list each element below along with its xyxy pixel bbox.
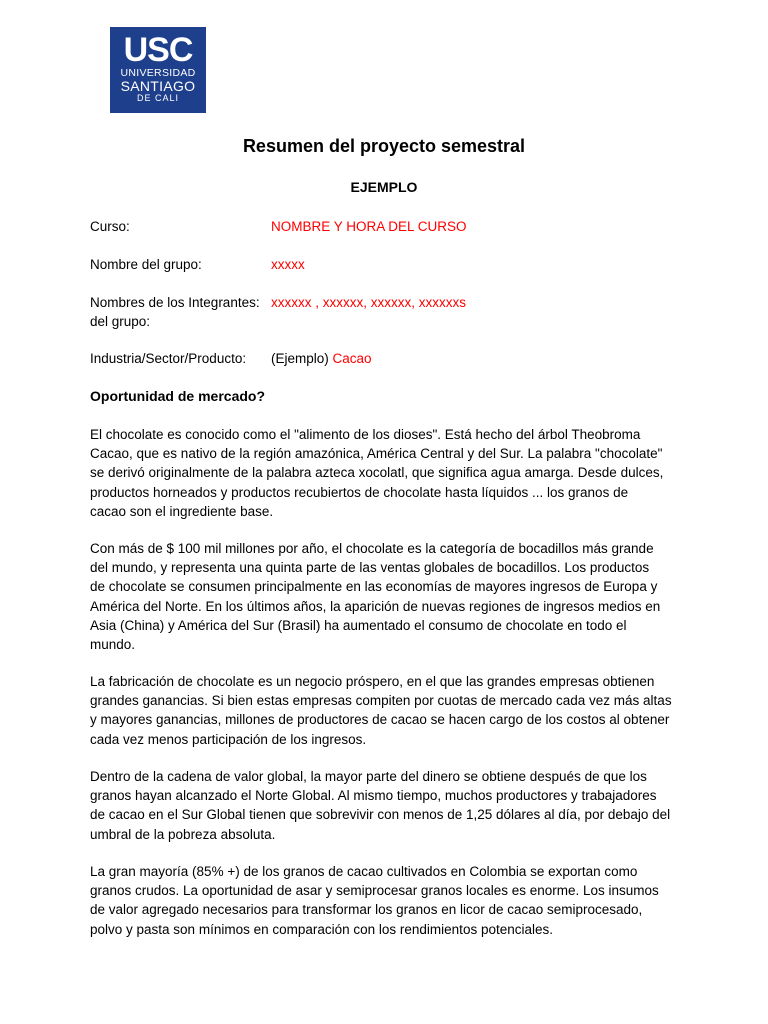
paragraph-line: La fabricación de chocolate es un negocio próspero, en el que las grandes empresas obtienen [90,674,655,689]
paragraph-1 [90,425,682,521]
paragraph-line: Con más de $ 100 mil millones por año, el chocolate es la categoría de bocadillos más grande [90,541,654,556]
paragraph-line: se derivó originalmente de la palabra azteca xocolatl, que significa agua amarga. Desde dulces, [90,465,664,481]
paragraph-line: y mayores ganancias, millones de productores de cacao se hacen cargo de los costos al obtener [90,712,670,728]
paragraph-line: mundo. [90,637,136,653]
integrantes-label-line-2: del grupo: [90,314,151,329]
paragraph-line: cacao son el ingrediente base. [90,503,274,519]
curso-label: Curso: [90,219,130,234]
paragraph-line: grandes ganancias. Si bien estas empresas compiten por cuotas de mercado cada vez más altas [90,693,672,709]
paragraph-line: Cacao, que es nativo de la región amazónica, América Central y del Sur. La palabra "chocolate" [90,446,663,462]
grupo-value: xxxxx [271,257,305,272]
paragraph-line: Dentro de la cadena de valor global, la mayor parte del dinero se obtiene después de que los [90,769,647,784]
document-title: Resumen del proyecto semestral [242,136,526,156]
paragraph-line: América del Norte. En los últimos años, la aparición de nuevas regiones de ingresos medios en [90,598,661,614]
grupo-label: Nombre del grupo: [90,257,202,272]
logo-line-3: DE CALI [136,93,179,103]
logo-mark: USC [123,31,193,69]
paragraph-line: productos horneados y productos recubiertos de chocolate hasta líquidos ... los granos de [90,484,629,500]
paragraph-line: cada vez menos participación de los ingresos. [90,731,367,747]
paragraph-line: La gran mayoría (85% +) de los granos de cacao cultivados en Colombia se exportan como [90,864,638,879]
paragraph-line: del mundo, y representa una quinta parte de las ventas globales de bocadillos. Los productos [90,560,650,576]
paragraph-line: de valor agregado necesarios para transformar los granos en licor de cacao semiprocesado, [90,902,643,918]
paragraph-line: Asia (China) y América del Sur (Brasil) ha aumentado el consumo de chocolate en todo el [90,617,627,633]
paragraph-line: granos hayan alcanzado el Norte Global. Al mismo tiempo, muchos productores y trabajadores [90,788,657,804]
industria-product: Cacao [332,351,372,366]
paragraph-4 [90,767,682,844]
document-subtitle: EJEMPLO [350,179,418,195]
logo-line-1: UNIVERSIDAD [120,67,196,79]
paragraph-2 [90,539,682,654]
industria-prefix: (Ejemplo) [271,351,329,366]
industria-label: Industria/Sector/Producto: [90,351,247,366]
integrantes-value: xxxxxx , xxxxxx, xxxxxx, xxxxxxs [271,295,467,310]
integrantes-label-line-1: Nombres de los Integrantes: [90,295,260,310]
paragraph-line: de cacao en el Sur Global tienen que sobrevivir con menos de 1,25 dólares al día, por debajo del [90,807,671,823]
curso-value: NOMBRE Y HORA DEL CURSO [271,219,467,234]
paragraph-line: El chocolate es conocido como el "alimento de los dioses". Está hecho del árbol Theobroma [90,427,641,442]
paragraph-line: umbral de la pobreza absoluta. [90,826,276,842]
industria-value [271,349,372,368]
paragraph-5 [90,862,682,939]
paragraph-3 [90,672,682,749]
paragraph-line: polvo y pasta son mínimos en comparación con los rendimientos potenciales. [90,921,553,937]
integrantes-label [90,293,260,331]
paragraph-line: granos crudos. La oportunidad de asar y semiprocesar granos locales es enorme. Los insumos [90,883,659,899]
paragraph-line: de chocolate se consumen principalmente en las economías de mayores ingresos de Europa y [90,579,658,595]
usc-logo [110,27,206,113]
section-heading: Oportunidad de mercado? [90,388,266,404]
logo-line-2: SANTIAGO [120,78,196,94]
